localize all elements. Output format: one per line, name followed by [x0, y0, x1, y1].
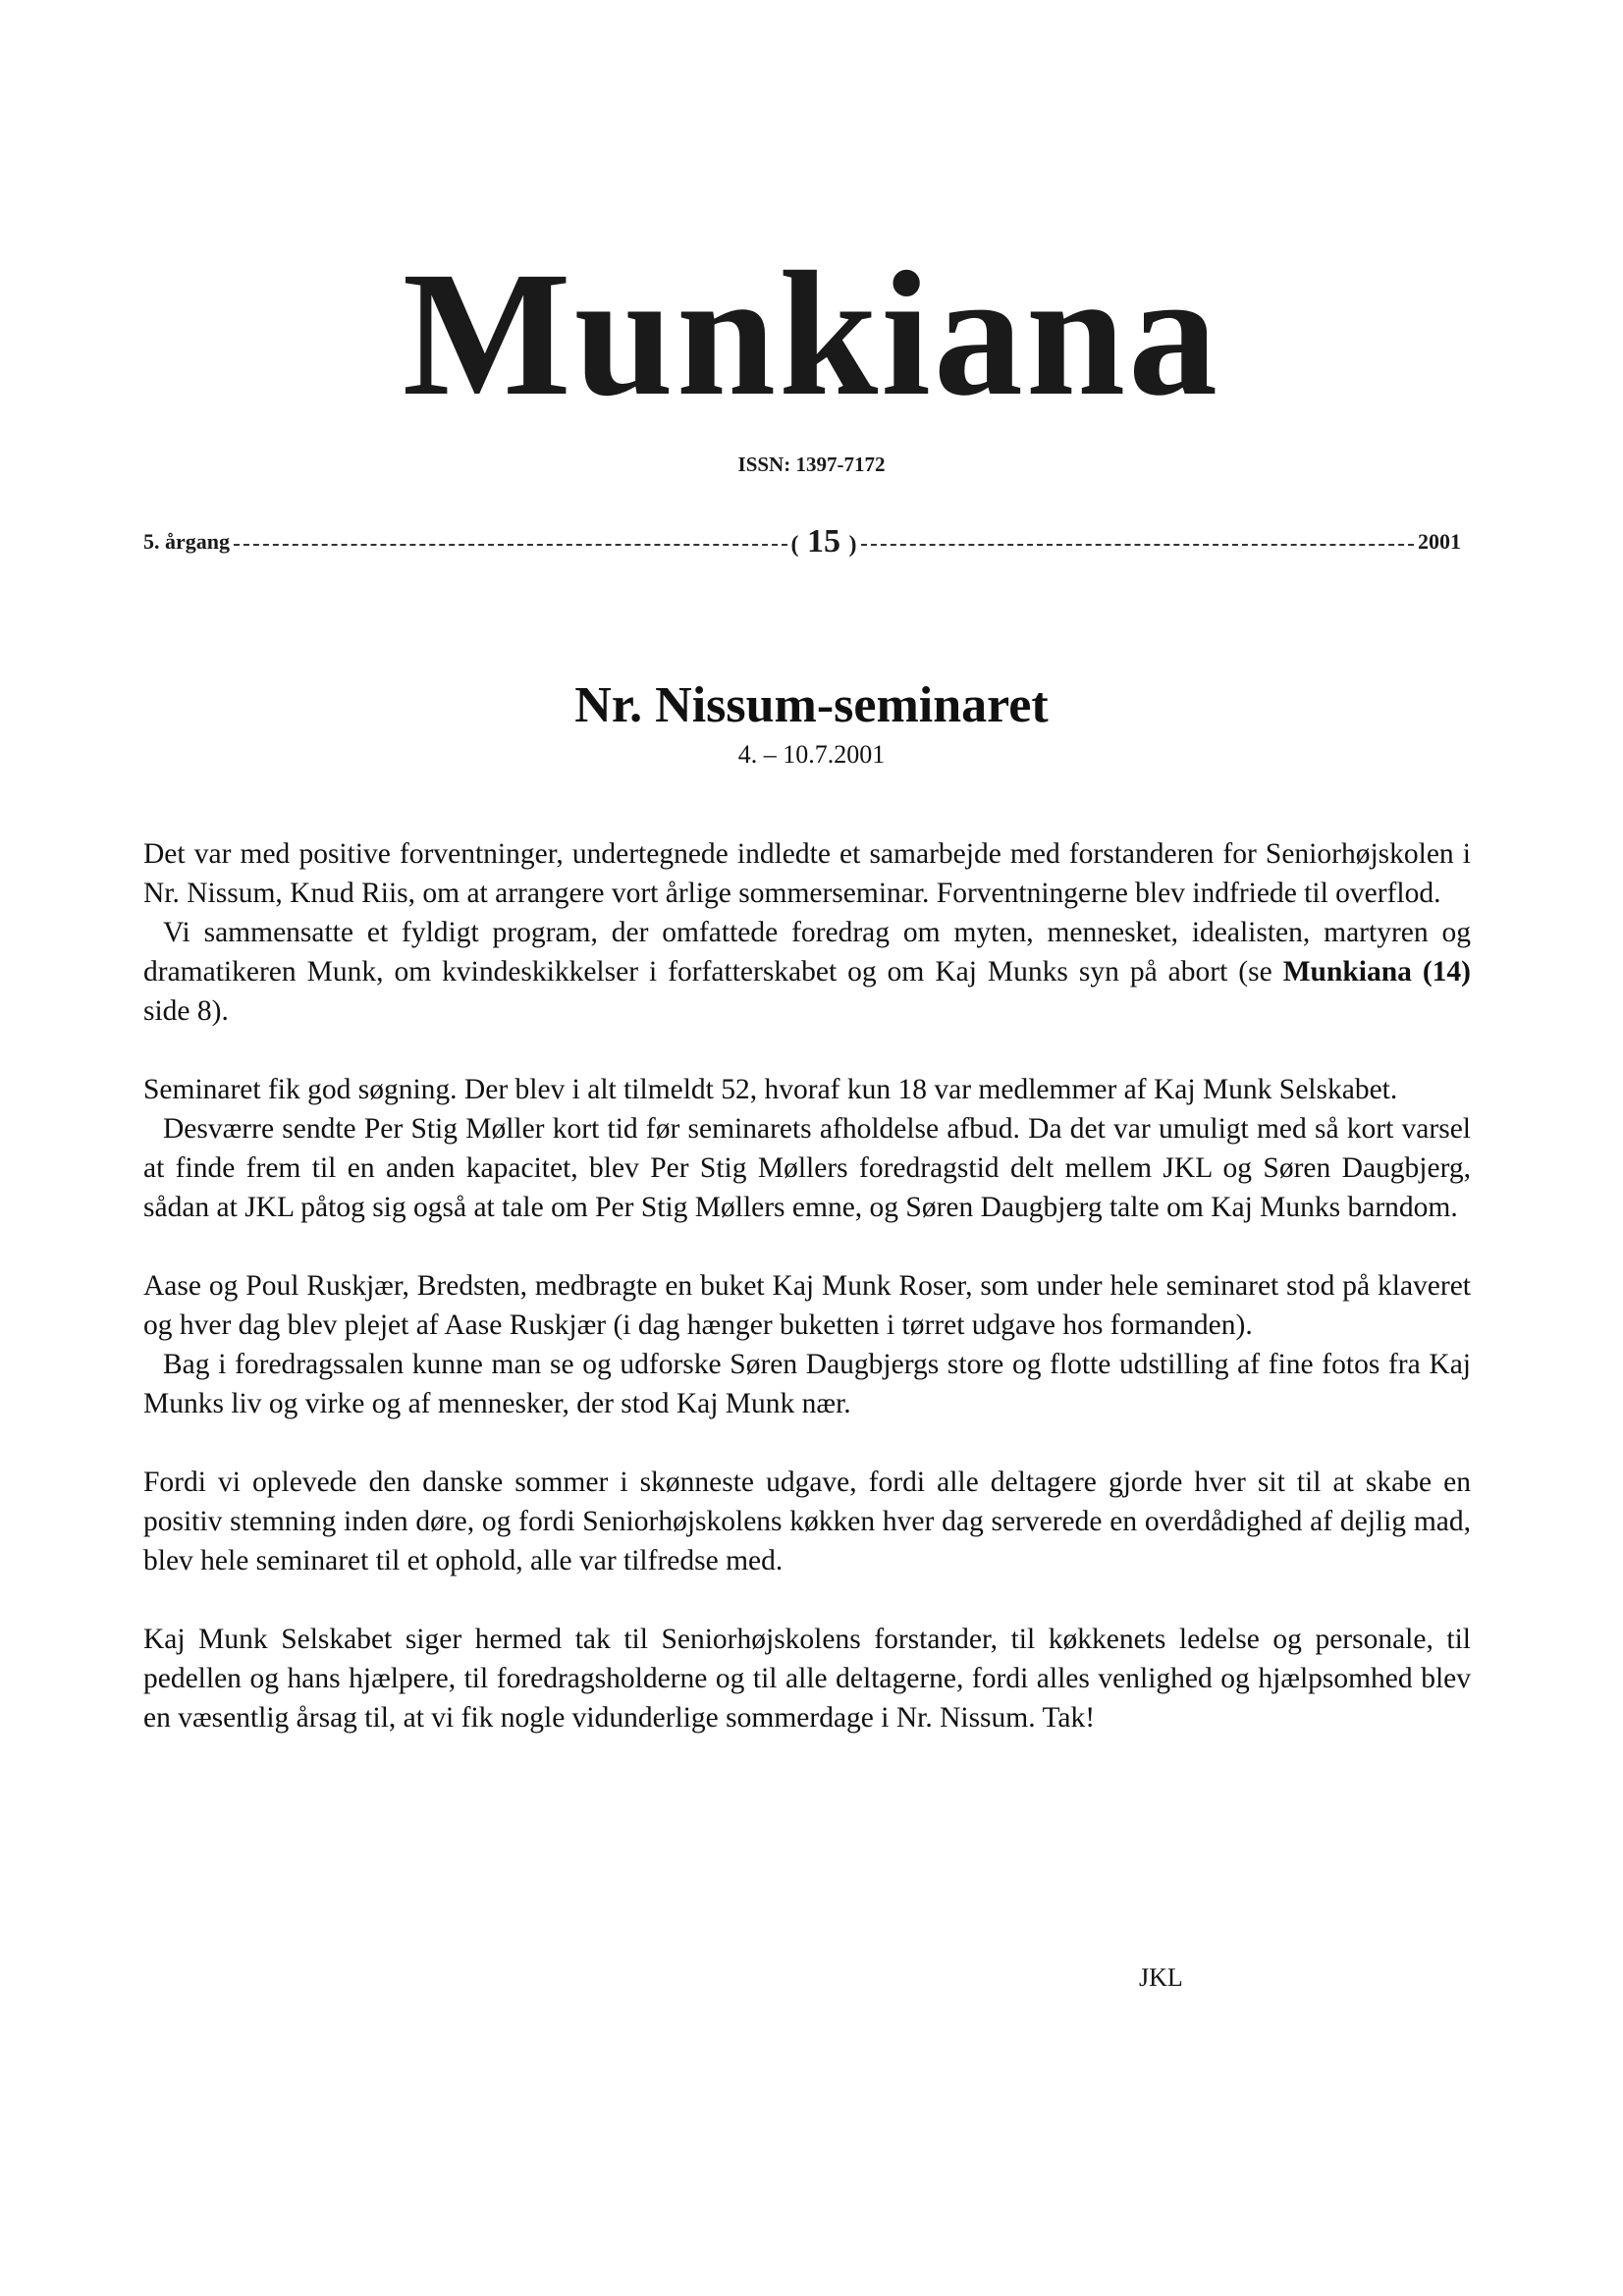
- article-dates: 4. – 10.7.2001: [737, 740, 886, 769]
- paragraph: Seminaret fik god søgning. Der blev i alt tilmeldt 52, hvoraf kun 18 var medlemmer af Kaj Munk Selskabet.: [143, 1074, 1398, 1105]
- paragraph: Fordi vi oplevede den danske sommer i skønneste udgave, fordi alle deltagere gjorde hver sit til at skabe en positiv stemning inden døre, og fordi Seniorhøjskolens køkken hver dag serverede en overdådighed af dejlig mad, blev hele seminaret til et ophold, alle var tilfredse med.: [143, 1467, 1471, 1576]
- paragraph: Kaj Munk Selskabet siger hermed tak til Seniorhøjskolens forstander, til køkkenets ledelse og personale, til pedellen og hans hjælpere, til foredragsholderne og til alle deltagerne, fordi alles venlighed og hjælpsomhed blev en væsentlig årsag til, at vi fik nogle vidunderlige sommerdage i Nr. Nissum. Tak!: [143, 1624, 1471, 1734]
- paragraph-text: Vi sammensatte et fyldigt program, der omfattede foredrag om myten, mennesket, idealisten, martyren og dramatikeren Munk, om kvindeskikkelser i forfatterskabet og om Kaj Munks syn på abort (se: [143, 917, 1471, 988]
- publication-reference: Munkiana (14): [1282, 956, 1471, 988]
- volume-label: 5. årgang: [143, 529, 230, 554]
- issue-paren-close: ): [848, 532, 857, 558]
- article-title: Nr. Nissum-seminaret: [574, 677, 1049, 733]
- issue-number-value: 15: [807, 523, 840, 560]
- year-label: 2001: [1418, 529, 1461, 554]
- signature: JKL: [1139, 1963, 1183, 1992]
- paragraph: Aase og Poul Ruskjær, Bredsten, medbragte en buket Kaj Munk Roser, som under hele seminaret stod på klaveret og hver dag blev plejet af Aase Ruskjær (i dag hænger buketten i tørret udgave hos formanden).: [143, 1270, 1471, 1341]
- dashed-rule-right: [861, 544, 1415, 546]
- paragraph-text: side 8).: [143, 995, 229, 1027]
- dashed-rule-left: [234, 544, 787, 546]
- paragraph: Det var med positive forventninger, undertegnede indledte et samarbejde med forstanderen for Seniorhøjskolen i Nr. Nissum, Knud Riis, om at arrangere vort årlige sommerseminar. Forventningerne blev indfriede til overflod.: [143, 838, 1471, 909]
- paragraph: Desværre sendte Per Stig Møller kort tid før seminarets afholdelse afbud. Da det var umuligt med så kort varsel at finde frem til en anden kapacitet, blev Per Stig Møllers foredragstid delt mellem JKL og Søren Daugbjerg, sådan at JKL påtog sig også at tale om Per Stig Møllers emne, og Søren Daugbjerg talte om Kaj Munks barndom.: [143, 1113, 1471, 1223]
- article-body: [143, 834, 1471, 1737]
- masthead-title: Munkiana: [402, 236, 1221, 433]
- issue-paren-open: (: [790, 532, 799, 558]
- issn-number: ISSN: 1397-7172: [737, 453, 886, 476]
- paragraph: [143, 913, 1471, 1031]
- paragraph: Bag i foredragssalen kunne man se og udforske Søren Daugbjergs store og flotte udstilling af fine fotos fra Kaj Munks liv og virke og af mennesker, der stod Kaj Munk nær.: [143, 1349, 1471, 1419]
- volume-line: [143, 524, 1461, 560]
- issue-number: [791, 523, 857, 561]
